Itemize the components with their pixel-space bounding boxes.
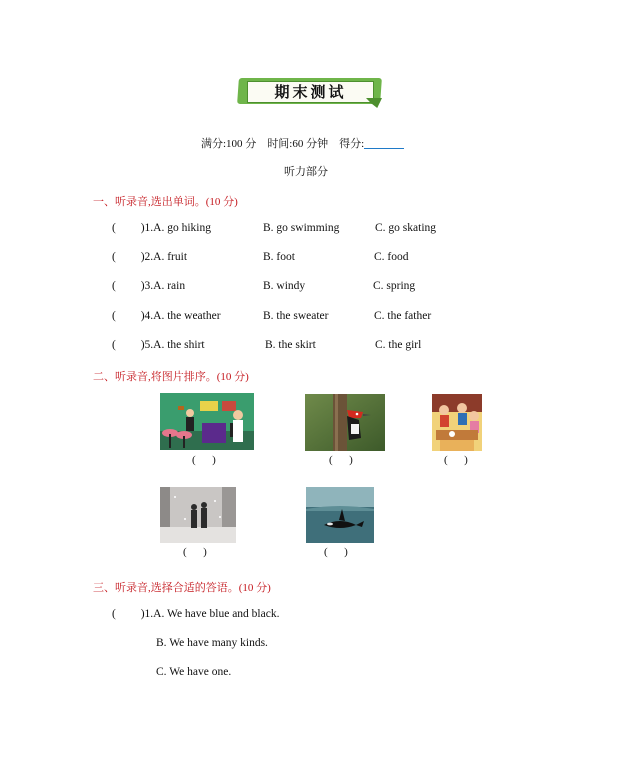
question-4 xyxy=(112,310,221,322)
picture-order-blank[interactable]: ( ) xyxy=(324,546,348,558)
picture-woodpecker xyxy=(305,394,385,451)
score-label: 得分: xyxy=(339,138,365,150)
option-a: )5.A. the shirt xyxy=(140,339,205,351)
option-c: C. We have one. xyxy=(156,666,232,678)
option-a: )3.A. rain xyxy=(140,280,186,292)
question-3 xyxy=(112,280,185,292)
exam-meta xyxy=(201,135,404,151)
picture-cafe xyxy=(160,393,254,450)
option-c: C. the father xyxy=(374,310,432,322)
section1-heading: 一、听录音,选出单词。(10 分) xyxy=(93,196,238,208)
option-b: B. foot xyxy=(263,251,295,263)
snow-photo xyxy=(160,487,236,543)
picture-children xyxy=(432,394,482,451)
picture-snow xyxy=(160,487,236,543)
answer-paren-open: ( xyxy=(112,280,116,292)
answer-paren-open: ( xyxy=(112,310,116,322)
picture-order-blank[interactable]: ( ) xyxy=(444,454,468,466)
picture-order-blank[interactable]: ( ) xyxy=(183,546,207,558)
section2-heading: 二、听录音,将图片排序。(10 分) xyxy=(93,371,249,383)
section3-question-1 xyxy=(112,608,279,620)
option-b: B. windy xyxy=(263,280,306,292)
option-a: )1.A. go hiking xyxy=(140,222,211,234)
option-a: )4.A. the weather xyxy=(140,310,221,322)
score-blank[interactable] xyxy=(364,136,404,149)
option-a: )2.A. fruit xyxy=(140,251,188,263)
option-c: C. food xyxy=(374,251,409,263)
orca-photo xyxy=(306,487,374,543)
question-1 xyxy=(112,222,211,234)
option-c: C. the girl xyxy=(375,339,422,351)
woodpecker-photo xyxy=(305,394,385,451)
picture-order-blank[interactable]: ( ) xyxy=(192,454,216,466)
page-title: 期末测试 xyxy=(274,83,347,101)
full-marks: 满分:100 分 xyxy=(201,138,257,150)
option-b: B. We have many kinds. xyxy=(156,637,268,649)
option-b: B. the skirt xyxy=(265,339,316,351)
answer-paren-open: ( xyxy=(112,608,116,620)
children-illustration xyxy=(432,394,482,451)
picture-orca xyxy=(306,487,374,543)
cafe-illustration xyxy=(160,393,254,450)
section3-heading: 三、听录音,选择合适的答语。(10 分) xyxy=(93,582,271,594)
answer-paren-open: ( xyxy=(112,251,116,263)
question-5 xyxy=(112,339,205,351)
option-c: C. go skating xyxy=(375,222,437,234)
option-c: C. spring xyxy=(373,280,416,292)
question-2 xyxy=(112,251,187,263)
title-banner xyxy=(238,74,381,108)
answer-paren-open: ( xyxy=(112,339,116,351)
option-a: )1.A. We have blue and black. xyxy=(140,608,280,620)
option-b: B. go swimming xyxy=(263,222,340,234)
listening-part-title: 听力部分 xyxy=(284,166,328,178)
option-b: B. the sweater xyxy=(263,310,329,322)
answer-paren-open: ( xyxy=(112,222,116,234)
picture-order-blank[interactable]: ( ) xyxy=(329,454,353,466)
banner-panel xyxy=(247,81,374,103)
time-limit: 时间:60 分钟 xyxy=(267,138,329,150)
